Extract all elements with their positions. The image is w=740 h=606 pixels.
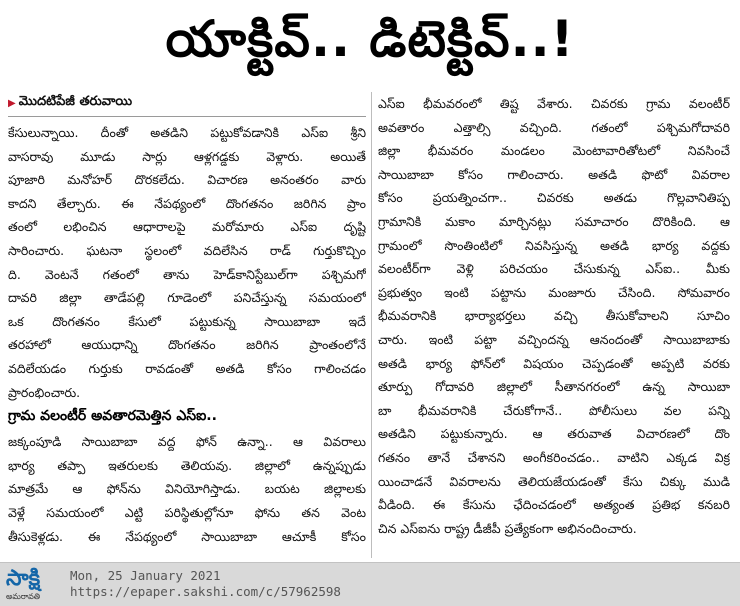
text-line: దావరి జిల్లా తాడేపల్లి గూడెంలో పనిచేస్తున్న సమయంలో: [8, 290, 366, 306]
text-line: భీమవరానికి భార్యాభర్తలు వచ్చి తీసుకోవాలని సూచిం: [378, 308, 730, 324]
source-stamp: [70, 568, 341, 600]
text-line: ఎస్ఐ భీమవరంలో తిష్ట వేశారు. చివరకు గ్రామ వలంటీర్: [378, 96, 730, 111]
left-column: [8, 92, 366, 548]
subheading: గ్రామ వలంటీర్ అవతారమెత్తిన ఎస్ఐ..: [8, 407, 217, 424]
headline: యాక్టివ్.. డిటెక్టివ్..!: [165, 9, 575, 68]
text-line: చారు. ఇంటి పట్టా వచ్చిందన్న ఆనందంతో సాయిబాబాకు: [378, 331, 730, 347]
divider-rule: [8, 116, 366, 117]
column-divider: [371, 92, 372, 558]
sakshi-logo: [6, 566, 64, 604]
text-line: కేసులున్నాయి. దీంతో అతడిని పట్టుకోవడానికి ఎస్ఐ శ్రీని: [8, 125, 366, 140]
text-line: కాదని తేల్చారు. ఈ నేపథ్యంలో దొంగతనం జరిగిన ప్రాం: [8, 195, 366, 211]
text-line: ప్రభుత్వం ఇంటి పట్టాను మంజూరు చేసింది. సోమవారం: [378, 284, 730, 300]
text-line: జక్కంపూడి సాయిబాబా వద్ద ఫోన్ ఉన్నా.. ఆ వివరాలు: [8, 434, 366, 450]
left-paragraph-2: [8, 430, 366, 548]
text-line: వదిలేయడం గుర్తుకు రావడంతో అతడి కోసం గాలించడం: [8, 360, 366, 376]
continued-from-label: [8, 92, 366, 114]
right-column: [378, 92, 730, 540]
text-line: వెళ్లే సమయంలో ఎట్టి పరిస్థితుల్లోనూ ఫోను తన వెంట: [8, 504, 366, 520]
text-line: సారించారు. ఘటనా స్థలంలో వదిలేసిన రాడ్ గుర్తుకొచ్చిం: [8, 242, 366, 258]
text-line: ఒక దొంగతనం కేసులో పట్టుకున్న సాయిబాబా ఇదే: [8, 313, 366, 329]
article-body: [0, 92, 740, 558]
logo-wordmark: సాక్షి: [6, 566, 41, 591]
text-line: అతడి భార్య ఫోన్‌లో విషయం చెప్పడంతో అప్పటి వరకు: [378, 355, 730, 371]
text-line: బా భీమవరానికి చేరుకోగానే.. పోలీసులు వల పన్ని: [378, 402, 730, 418]
text-line: తరహాలో ఆయుధాన్ని దొంగతనం జరిగిన ప్రాంతంలోనే: [8, 337, 366, 353]
left-paragraph-1: [8, 121, 366, 404]
text-line: గతనం తానే చేశానని అంగీకరించడం.. వాటిని ఎక్కడ విక్ర: [378, 449, 730, 465]
text-line: వీడింది. ఈ కేసును ఛేదించడంలో అత్యంత ప్రతిభ కనబరి: [378, 497, 730, 513]
publish-date: Mon, 25 January 2021: [70, 568, 221, 583]
text-line: అతడిని పట్టుకున్నారు. ఆ తరువాత విచారణలో దొం: [378, 426, 730, 442]
text-line: తూర్పు గోదావరి జిల్లాలో సీతానగరంలో ఉన్న సాయిబా: [378, 379, 730, 395]
text-line: అవతారం ఎత్తాల్సి వచ్చింది. గతంలో పశ్చిమగోదావరి: [378, 119, 730, 135]
text-line: పూజారి మనోహర్ దొరకలేదు. విచారణ అనంతరం వారు: [8, 172, 366, 188]
right-paragraph: [378, 92, 730, 540]
text-line: సాయిబాబా కోసం గాలించారు. అతడి ఫొటో వివరాల: [378, 166, 730, 182]
text-line: తంలో లభించిన ఆధారాలపై మరోమారు ఎస్ఐ దృష్టి: [8, 219, 366, 235]
triangle-bullet-icon: ▶: [8, 97, 16, 109]
text-line: గ్రామానికి మకాం మార్చినట్లు సమాచారం దొరికింది. ఆ: [378, 213, 730, 229]
text-line: తీసుకెళ్లడు. ఈ నేపథ్యంలో సాయిబాబా ఆచూకీ కోసం: [8, 528, 366, 544]
continued-from-text: మొదటిపేజీ తరువాయి: [18, 94, 133, 109]
text-line: చిన ఎస్ఐను రాష్ట్ర డీజీపీ ప్రత్యేకంగా అభినందించారు.: [378, 520, 637, 536]
text-line: మాత్రమే ఆ ఫోన్‌ను వినియోగిస్తాడు. బయట జిల్లాలకు: [8, 481, 366, 497]
logo-tagline: అమరావతి: [6, 592, 41, 601]
text-line: భార్య తప్పా ఇతరులకు తెలియవు. జిల్లాలో ఉన్నప్పుడు: [8, 457, 366, 473]
text-line: గ్రామంలో సొంతింటిలో నివసిస్తున్న అతడి భార్య వద్దకు: [378, 237, 730, 253]
text-line: వాసరావు మూడు సార్లు ఆళ్లగడ్డకు వెళ్లారు. అయితే: [8, 148, 366, 164]
footer-band: [0, 562, 740, 606]
text-line: వలంటీర్‌గా వెళ్లి పరిచయం చేసుకున్న ఎస్ఐ.. మీకు: [378, 261, 730, 277]
text-line: యించాడనే వివరాలను తెలియజేయడంతో కేసు చిక్కు ముడి: [378, 473, 730, 489]
text-line: ది. వెంటనే గతంలో తాను హెడ్‌కానిస్టేబుల్‌గా పశ్చిమగో: [8, 266, 366, 282]
text-line: జిల్లా భీమవరం మండలం మెంటావారితోటలో నివసించే: [378, 143, 730, 159]
text-line: కోసం ప్రయత్నించగా.. చివరకు అతడు గొల్లవానితిప్ప: [378, 190, 730, 206]
text-line: ప్రారంభించారు.: [8, 384, 81, 400]
source-url[interactable]: https://epaper.sakshi.com/c/57962598: [70, 584, 341, 599]
